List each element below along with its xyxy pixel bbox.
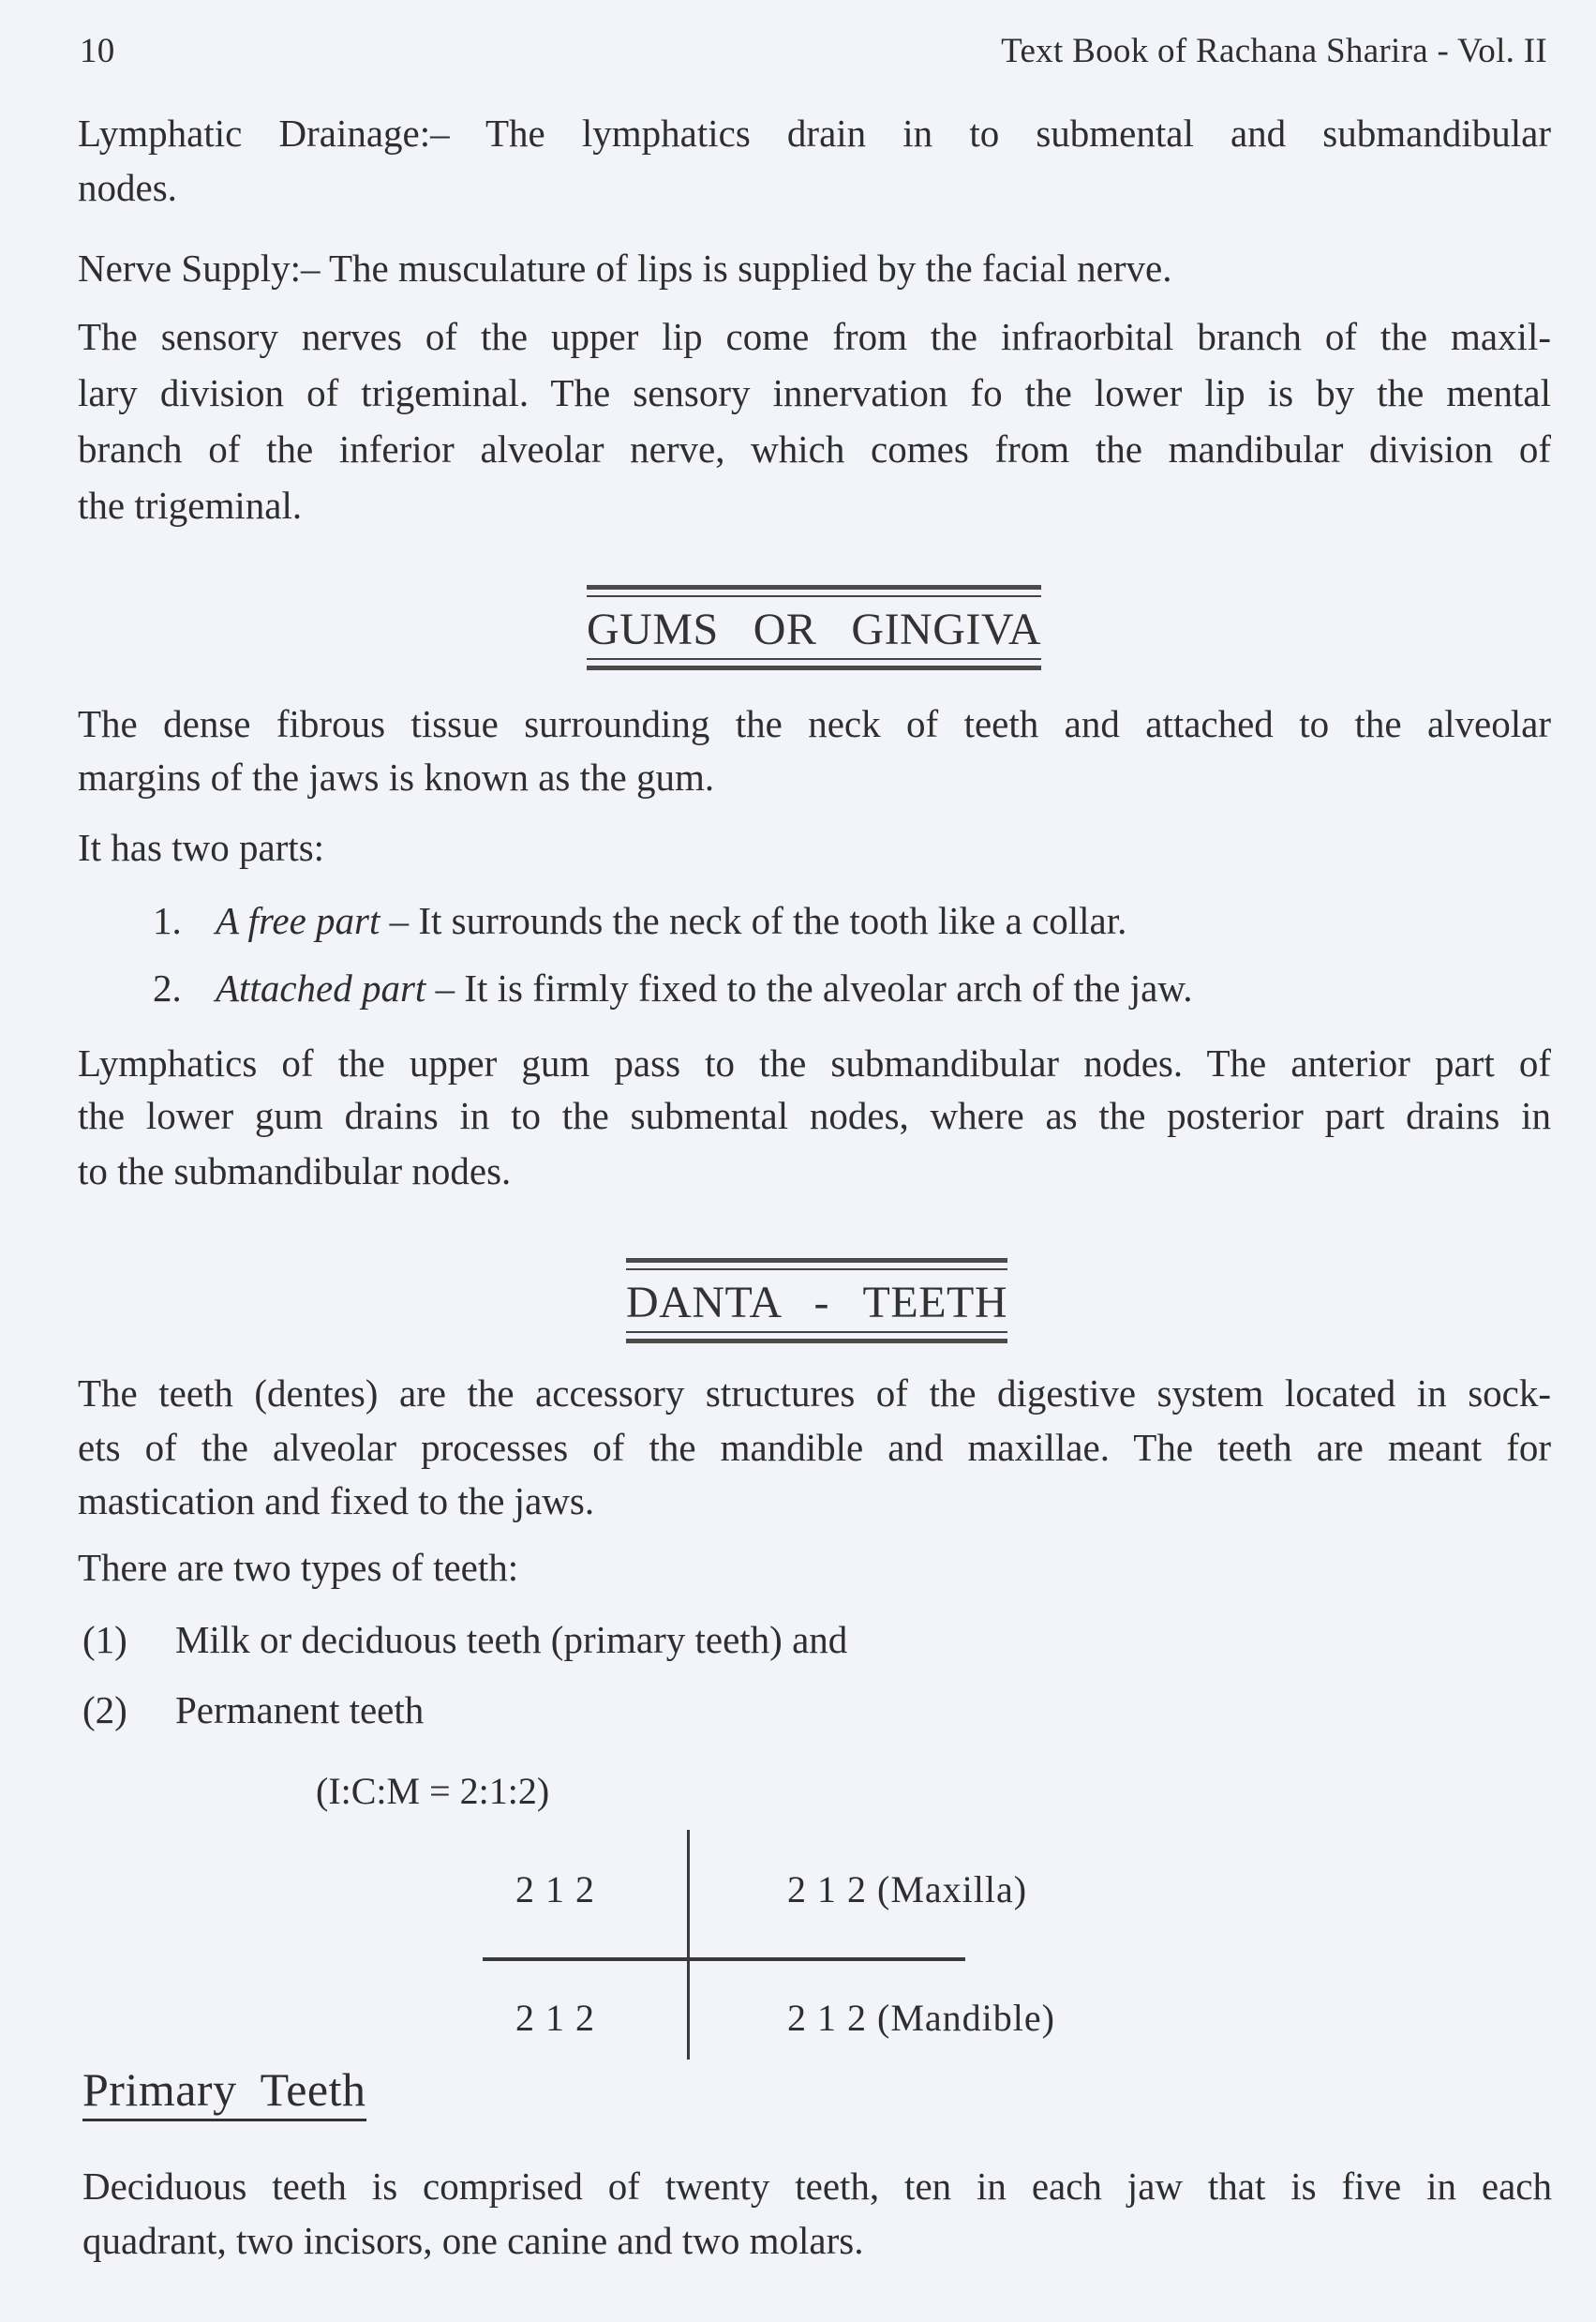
heading-rule-top-thick (626, 1258, 1007, 1263)
heading-rule-top-thin (587, 595, 1041, 597)
dental-formula-lower-right: 2 1 2 (Mandible) (787, 1997, 1055, 2039)
page-number: 10 (80, 32, 115, 70)
dental-formula-ratio: (I:C:M = 2:1:2) (316, 1770, 550, 1812)
nerve-supply-line (78, 246, 1551, 291)
teeth-types-intro: There are two types of teeth: (78, 1546, 519, 1589)
heading-rule-bottom-thin (587, 658, 1041, 660)
dental-formula-upper-left: 2 1 2 (515, 1868, 595, 1910)
nerve-paragraph-line-4: the trigeminal. (78, 484, 303, 527)
lymphatic-drainage-label: Lymphatic Drainage:– (78, 112, 450, 155)
section-heading-gums (587, 583, 1041, 672)
nerve-paragraph-line-1: The sensory nerves of the upper lip come from the infraorbital branch of the maxil- (78, 315, 1551, 358)
gums-lymphatics-line-3: to the submandibular nodes. (78, 1149, 512, 1192)
heading-rule-bottom-thick (626, 1339, 1007, 1343)
heading-rule-top-thick (587, 585, 1041, 590)
nerve-supply-text: The musculature of lips is supplied by the facial nerve. (329, 247, 1172, 290)
gums-part-1-term: A free part (216, 899, 380, 942)
dental-formula-upper-right: 2 1 2 (Maxilla) (787, 1868, 1028, 1910)
lymphatic-drainage-line-2: nodes. (78, 166, 177, 209)
gums-part-2-number: 2. (153, 966, 182, 1010)
nerve-supply-label: Nerve Supply:– (78, 247, 321, 290)
heading-rule-top-thin (626, 1268, 1007, 1270)
teeth-type-2-number: (2) (82, 1688, 127, 1731)
primary-teeth-line-2: quadrant, two incisors, one canine and two molars. (82, 2219, 864, 2262)
primary-teeth-heading: Primary Teeth (82, 2062, 366, 2121)
teeth-intro-line-2: ets of the alveolar processes of the mandible and maxillae. The teeth are meant for (78, 1426, 1551, 1469)
teeth-intro-line-1: The teeth (dentes) are the accessory structures of the digestive system located in sock- (78, 1371, 1551, 1415)
dental-formula-vertical-line (687, 1830, 690, 2060)
primary-teeth-line-1: Deciduous teeth is comprised of twenty teeth, ten in each jaw that is five in each (82, 2165, 1552, 2208)
running-header-title: Text Book of Rachana Sharira - Vol. II (1001, 32, 1547, 70)
gums-intro-line-2: margins of the jaws is known as the gum. (78, 756, 715, 799)
heading-rule-bottom-thin (626, 1331, 1007, 1333)
lymphatic-drainage-line-1 (78, 111, 1551, 156)
gums-lymphatics-line-1: Lymphatics of the upper gum pass to the submandibular nodes. The anterior part of (78, 1041, 1551, 1085)
gums-part-2-term: Attached part (216, 966, 426, 1010)
gums-parts-intro: It has two parts: (78, 826, 325, 869)
dental-formula-lower-left: 2 1 2 (515, 1997, 595, 2039)
gums-part-1-number: 1. (153, 899, 182, 942)
gums-lymphatics-line-2: the lower gum drains in to the submental nodes, where as the posterior part drains in (78, 1094, 1551, 1137)
section-heading-teeth (626, 1256, 1007, 1345)
teeth-intro-line-3: mastication and fixed to the jaws. (78, 1479, 595, 1522)
dental-formula-horizontal-line (483, 1957, 965, 1961)
heading-text: GUMS OR GINGIVA (587, 605, 1041, 654)
gums-intro-line-1: The dense fibrous tissue surrounding the neck of teeth and attached to the alveolar (78, 702, 1551, 745)
nerve-paragraph-line-2: lary division of trigeminal. The sensory innervation fo the lower lip is by the mental (78, 371, 1551, 414)
gums-part-1 (216, 898, 1126, 943)
gums-part-2 (216, 966, 1193, 1011)
heading-rule-bottom-thick (587, 666, 1041, 670)
teeth-type-1: Milk or deciduous teeth (primary teeth) and (175, 1618, 848, 1661)
teeth-type-2: Permanent teeth (175, 1688, 425, 1731)
lymphatic-drainage-text: The lymphatics drain in to submental and submandibular (485, 112, 1551, 155)
nerve-paragraph-line-3: branch of the inferior alveolar nerve, which comes from the mandibular division of (78, 427, 1551, 471)
gums-part-1-desc: – It surrounds the neck of the tooth like a collar. (389, 899, 1127, 942)
heading-text: DANTA - TEETH (626, 1278, 1007, 1327)
gums-part-2-desc: – It is firmly fixed to the alveolar arch of the jaw. (435, 966, 1193, 1010)
teeth-type-1-number: (1) (82, 1618, 127, 1661)
